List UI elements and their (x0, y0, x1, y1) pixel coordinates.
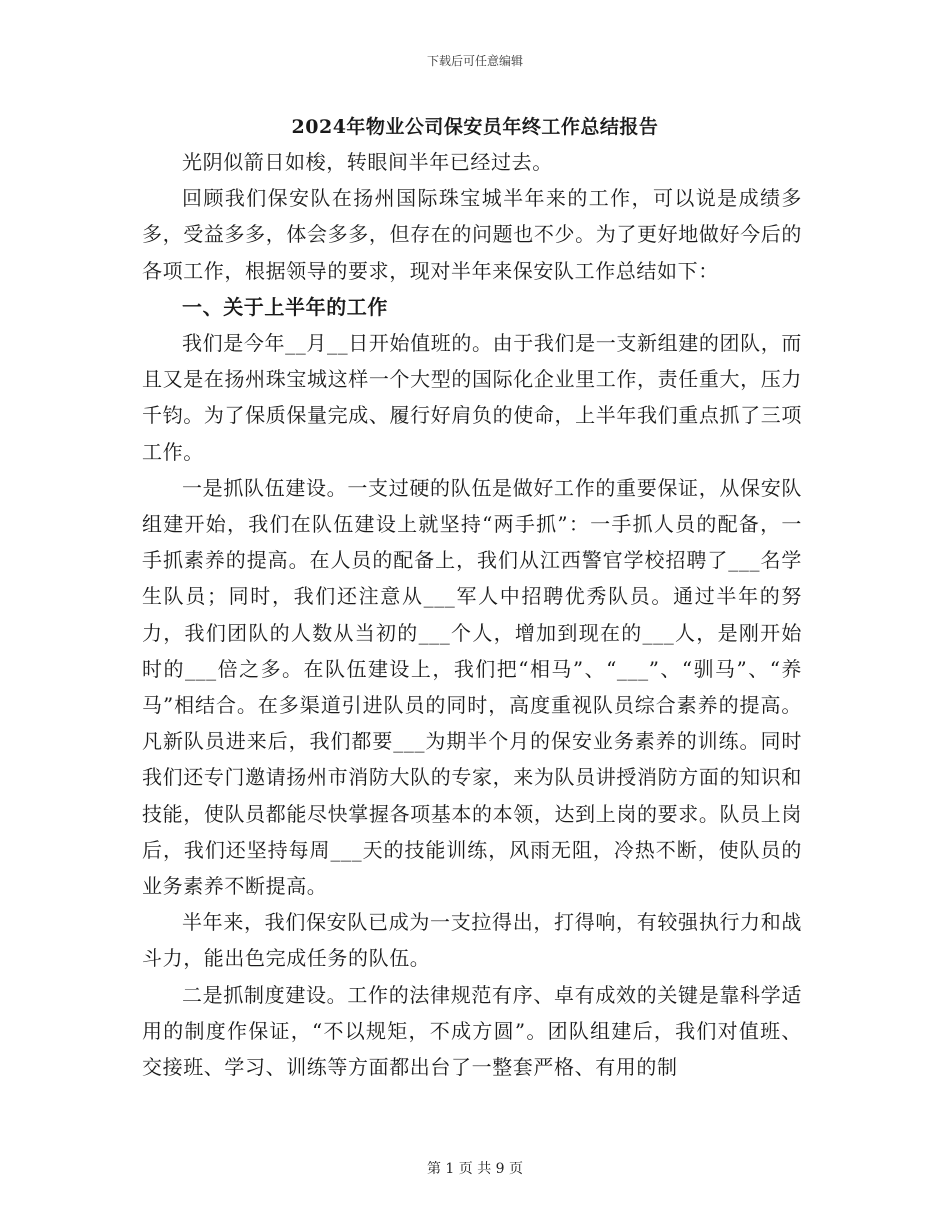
paragraph-1: 光阴似箭日如梭，转眼间半年已经过去。 (182, 150, 553, 174)
section-heading: 一、关于上半年的工作 (182, 294, 388, 319)
header-note: 下载后可任意编辑 (426, 54, 523, 68)
paragraph-3: 我们是今年__月__日开始值班的。由于我们是一支新组建的团队，而且又是在扬州珠宝城这样一个大型的国际化企业里工作，责任重大，压力千钧。为了保质保量完成、履行好肩负的使命，上半年我们重点抓了三项工作。 (142, 331, 802, 464)
paragraph-5: 半年来，我们保安队已成为一支拉得出，打得响，有较强执行力和战斗力，能出色完成任务的队伍。 (142, 910, 802, 971)
paragraph-6: 二是抓制度建设。工作的法律规范有序、卓有成效的关键是靠科学适用的制度作保证，“不以规矩，不成方圆”。团队组建后，我们对值班、交接班、学习、训练等方面都出台了一整套严格、有用的制 (142, 982, 802, 1080)
paragraph-2: 回顾我们保安队在扬州国际珠宝城半年来的工作，可以说是成绩多多，受益多多，体会多多，但存在的问题也不少。为了更好地做好今后的各项工作，根据领导的要求，现对半年来保安队工作总结如下： (142, 186, 802, 283)
document-title: 2024年物业公司保安员年终工作总结报告 (291, 116, 659, 138)
page-number: 第 1 页 共 9 页 (426, 1161, 524, 1177)
document-body (142, 144, 802, 1085)
paragraph-4: 一是抓队伍建设。一支过硬的队伍是做好工作的重要保证，从保安队组建开始，我们在队伍建设上就坚持“两手抓”：一手抓人员的配备，一手抓素养的提高。在人员的配备上，我们从江西警官学校招聘了___名学生队员；同时，我们还注意从___军人中招聘优秀队员。通过半年的努力，我们团队的人数从当初的___个人，增加到现在的___人，是刚开始时的___倍之多。在队伍建设上，我们把“相马”、“___”、“驯马”、“养马”相结合。在多渠道引进队员的同时，高度重视队员综合素养的提高。凡新队员进来后，我们都要___为期半个月的保安业务素养的训练。同时我们还专门邀请扬州市消防大队的专家，来为队员讲授消防方面的知识和技能，使队员都能尽快掌握各项基本的本领，达到上岗的要求。队员上岗后，我们还坚持每周___天的技能训练，风雨无阻，冷热不断，使队员的业务素养不断提高。 (142, 475, 802, 899)
